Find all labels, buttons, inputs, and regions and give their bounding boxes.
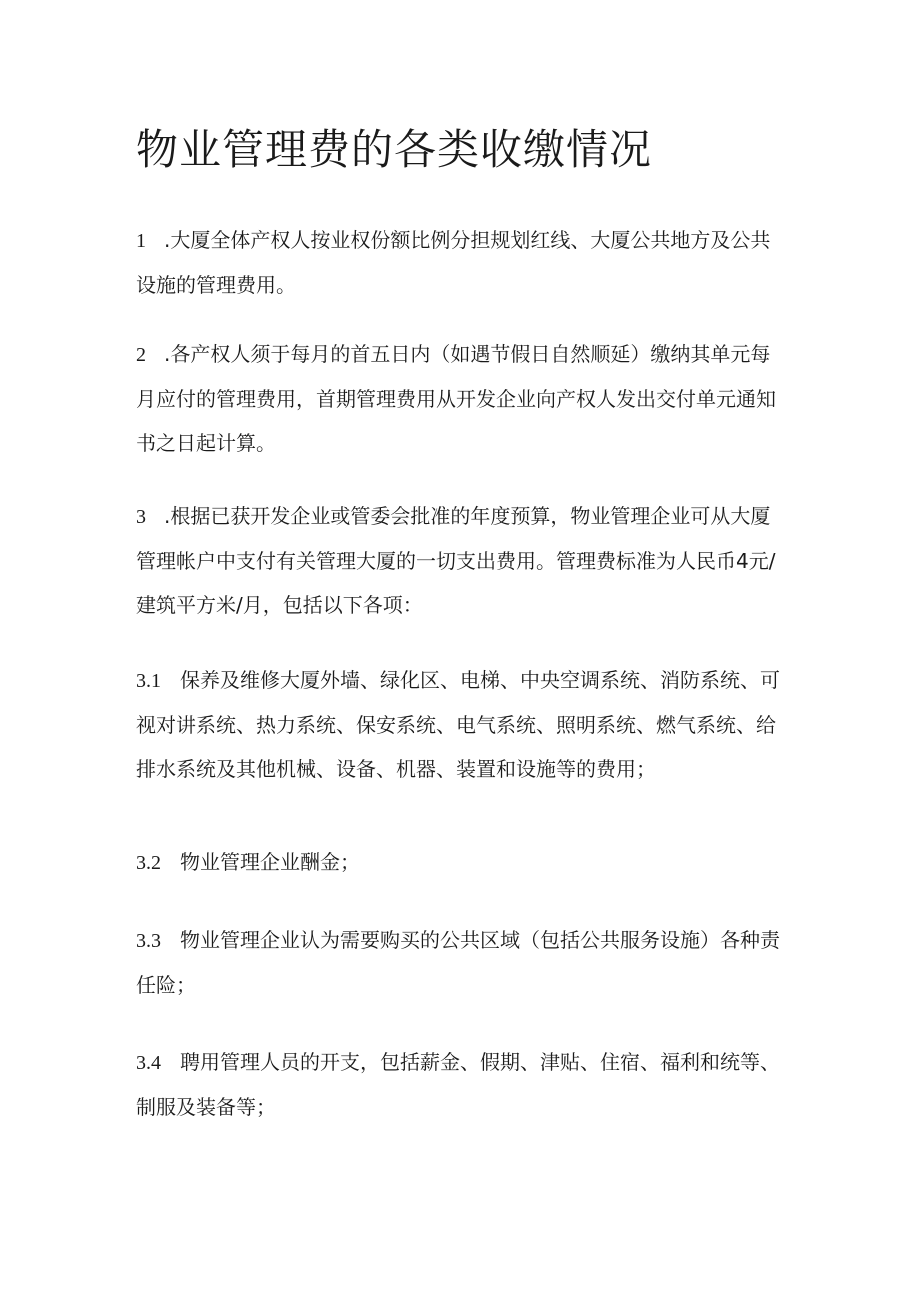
section-2 (136, 332, 788, 465)
section-3 (136, 494, 788, 627)
section-text: .各产权人须于每月的首五日内（如遇节假日自然顺延）缴纳其单元每月应付的管理费用，首期管理费用从开发企业向产权人发出交付单元通知书之日起计算。 (136, 342, 776, 455)
section-number: 2 (136, 344, 146, 366)
section-number: 3.4 (136, 1052, 161, 1074)
section-3-2 (136, 840, 788, 885)
section-1 (136, 218, 788, 307)
document-title: 物业管理费的各类收缴情况 (136, 125, 653, 174)
section-number: 3.2 (136, 852, 161, 874)
section-3-3 (136, 918, 788, 1007)
section-text: 物业管理企业认为需要购买的公共区域（包括公共服务设施）各种责任险； (136, 928, 780, 997)
section-3-4 (136, 1040, 788, 1129)
section-text: 保养及维修大厦外墙、绿化区、电梯、中央空调系统、消防系统、可视对讲系统、热力系统、保安系统、电气系统、照明系统、燃气系统、给排水系统及其他机械、设备、机器、装置和设施等的费用； (136, 668, 780, 781)
section-text: .大厦全体产权人按业权份额比例分担规划红线、大厦公共地方及公共设施的管理费用。 (136, 228, 771, 297)
section-text: .根据已获开发企业或管委会批准的年度预算，物业管理企业可从大厦管理帐户中支付有关管理大厦的一切支出费用。管理费标准为人民币4元/建筑平方米/月，包括以下各项： (136, 504, 776, 617)
section-number: 3.3 (136, 930, 161, 952)
section-number: 3.1 (136, 670, 161, 692)
section-number: 1 (136, 230, 146, 252)
section-3-1 (136, 658, 788, 791)
section-text: 物业管理企业酬金； (180, 850, 360, 874)
section-number: 3 (136, 506, 146, 528)
section-text: 聘用管理人员的开支，包括薪金、假期、津贴、住宿、福利和统等、制服及装备等； (136, 1050, 780, 1119)
